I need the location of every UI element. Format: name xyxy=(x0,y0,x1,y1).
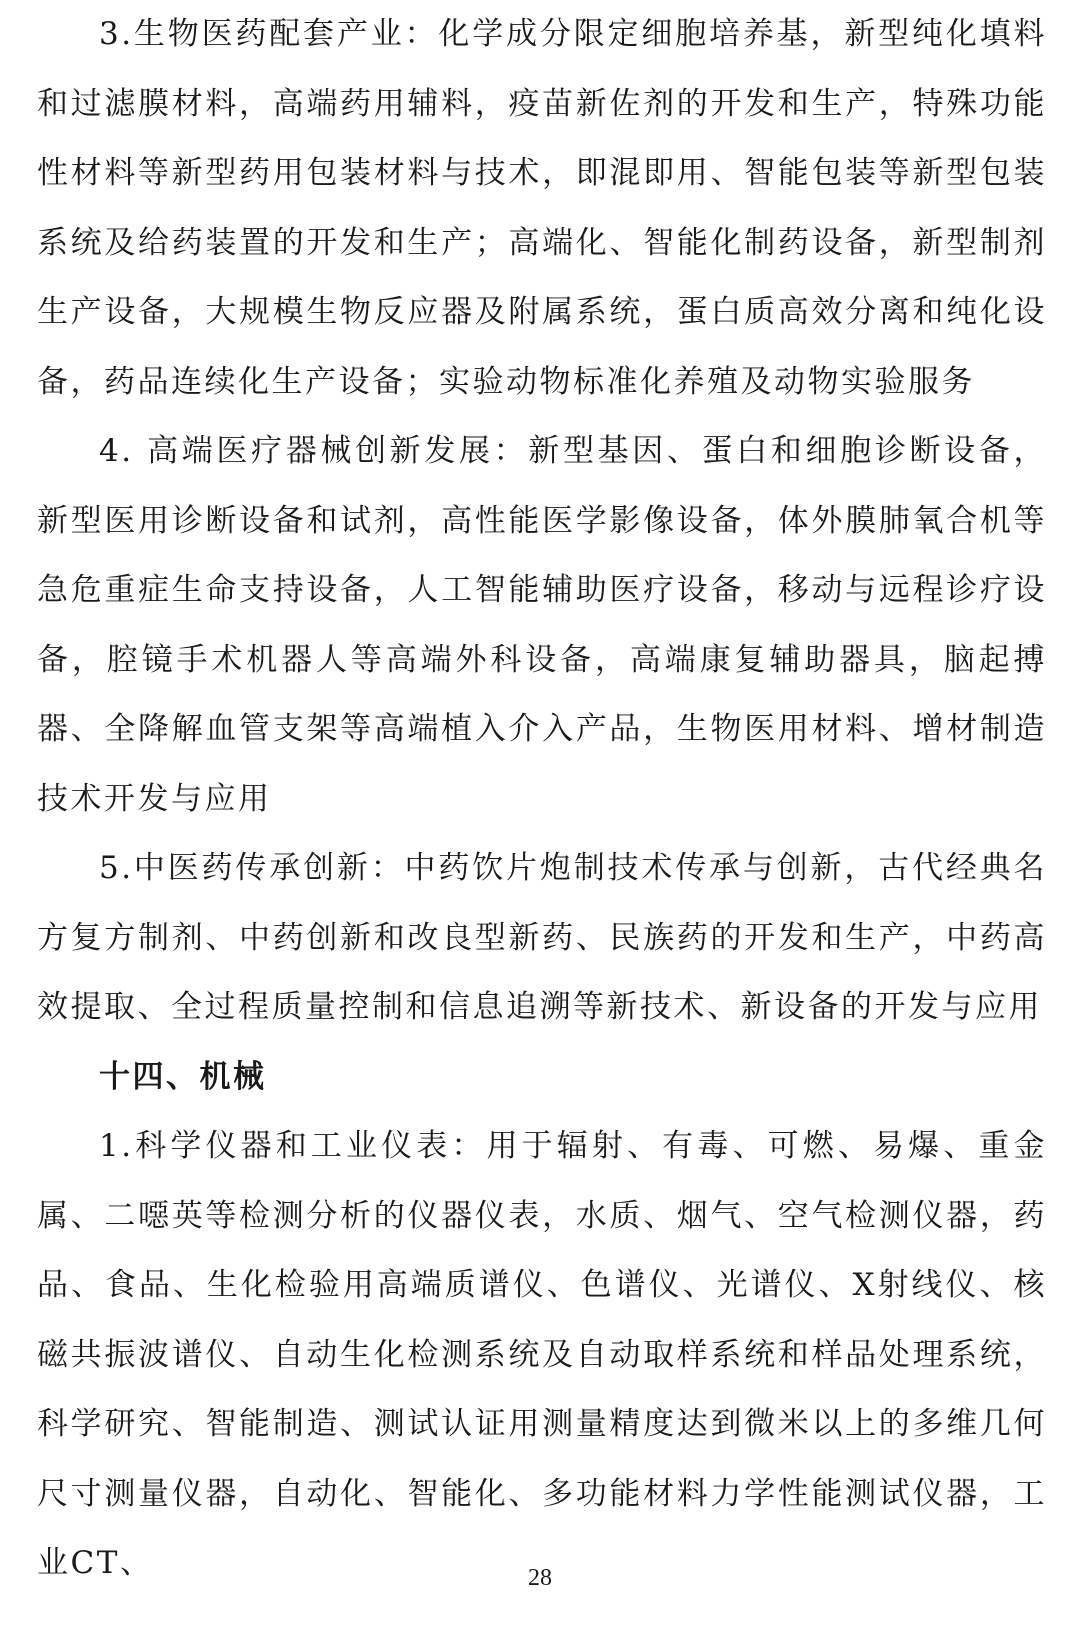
page-number: 28 xyxy=(528,1565,552,1591)
page-content xyxy=(37,0,1047,1599)
paragraph-scientific-instruments: 1.科学仪器和工业仪表：用于辐射、有毒、可燃、易爆、重金属、二噁英等检测分析的仪器仪表，水质、烟气、空气检测仪器，药品、食品、生化检验用高端质谱仪、色谱仪、光谱仪、X射线仪、核磁共振波谱仪、自动生化检测系统及自动取样系统和样品处理系统，科学研究、智能制造、测试认证用测量精度达到微米以上的多维几何尺寸测量仪器，自动化、智能化、多功能材料力学性能测试仪器，工业CT、 xyxy=(37,1128,1047,1581)
section-heading-machinery: 十四、机械 xyxy=(99,1058,267,1095)
paragraph-medical-devices: 4. 高端医疗器械创新发展：新型基因、蛋白和细胞诊断设备，新型医用诊断设备和试剂，高性能医学影像设备，体外膜肺氧合机等急危重症生命支持设备，人工智能辅助医疗设备，移动与远程诊疗设备，腔镜手术机器人等高端外科设备，高端康复辅助器具，脑起搏器、全降解血管支架等高端植入介入产品，生物医用材料、增材制造技术开发与应用 xyxy=(37,433,1047,817)
paragraph-traditional-chinese-medicine: 5.中医药传承创新：中药饮片炮制技术传承与创新，古代经典名方复方制剂、中药创新和改良型新药、民族药的开发和生产，中药高效提取、全过程质量控制和信息追溯等新技术、新设备的开发与应用 xyxy=(37,850,1047,1025)
paragraph-biopharma-supporting-industry: 3.生物医药配套产业：化学成分限定细胞培养基，新型纯化填料和过滤膜材料，高端药用辅料，疫苗新佐剂的开发和生产，特殊功能性材料等新型药用包装材料与技术，即混即用、智能包装等新型包装系统及给药装置的开发和生产；高端化、智能化制药设备，新型制剂生产设备，大规模生物反应器及附属系统，蛋白质高效分离和纯化设备，药品连续化生产设备；实验动物标准化养殖及动物实验服务 xyxy=(37,16,1047,400)
